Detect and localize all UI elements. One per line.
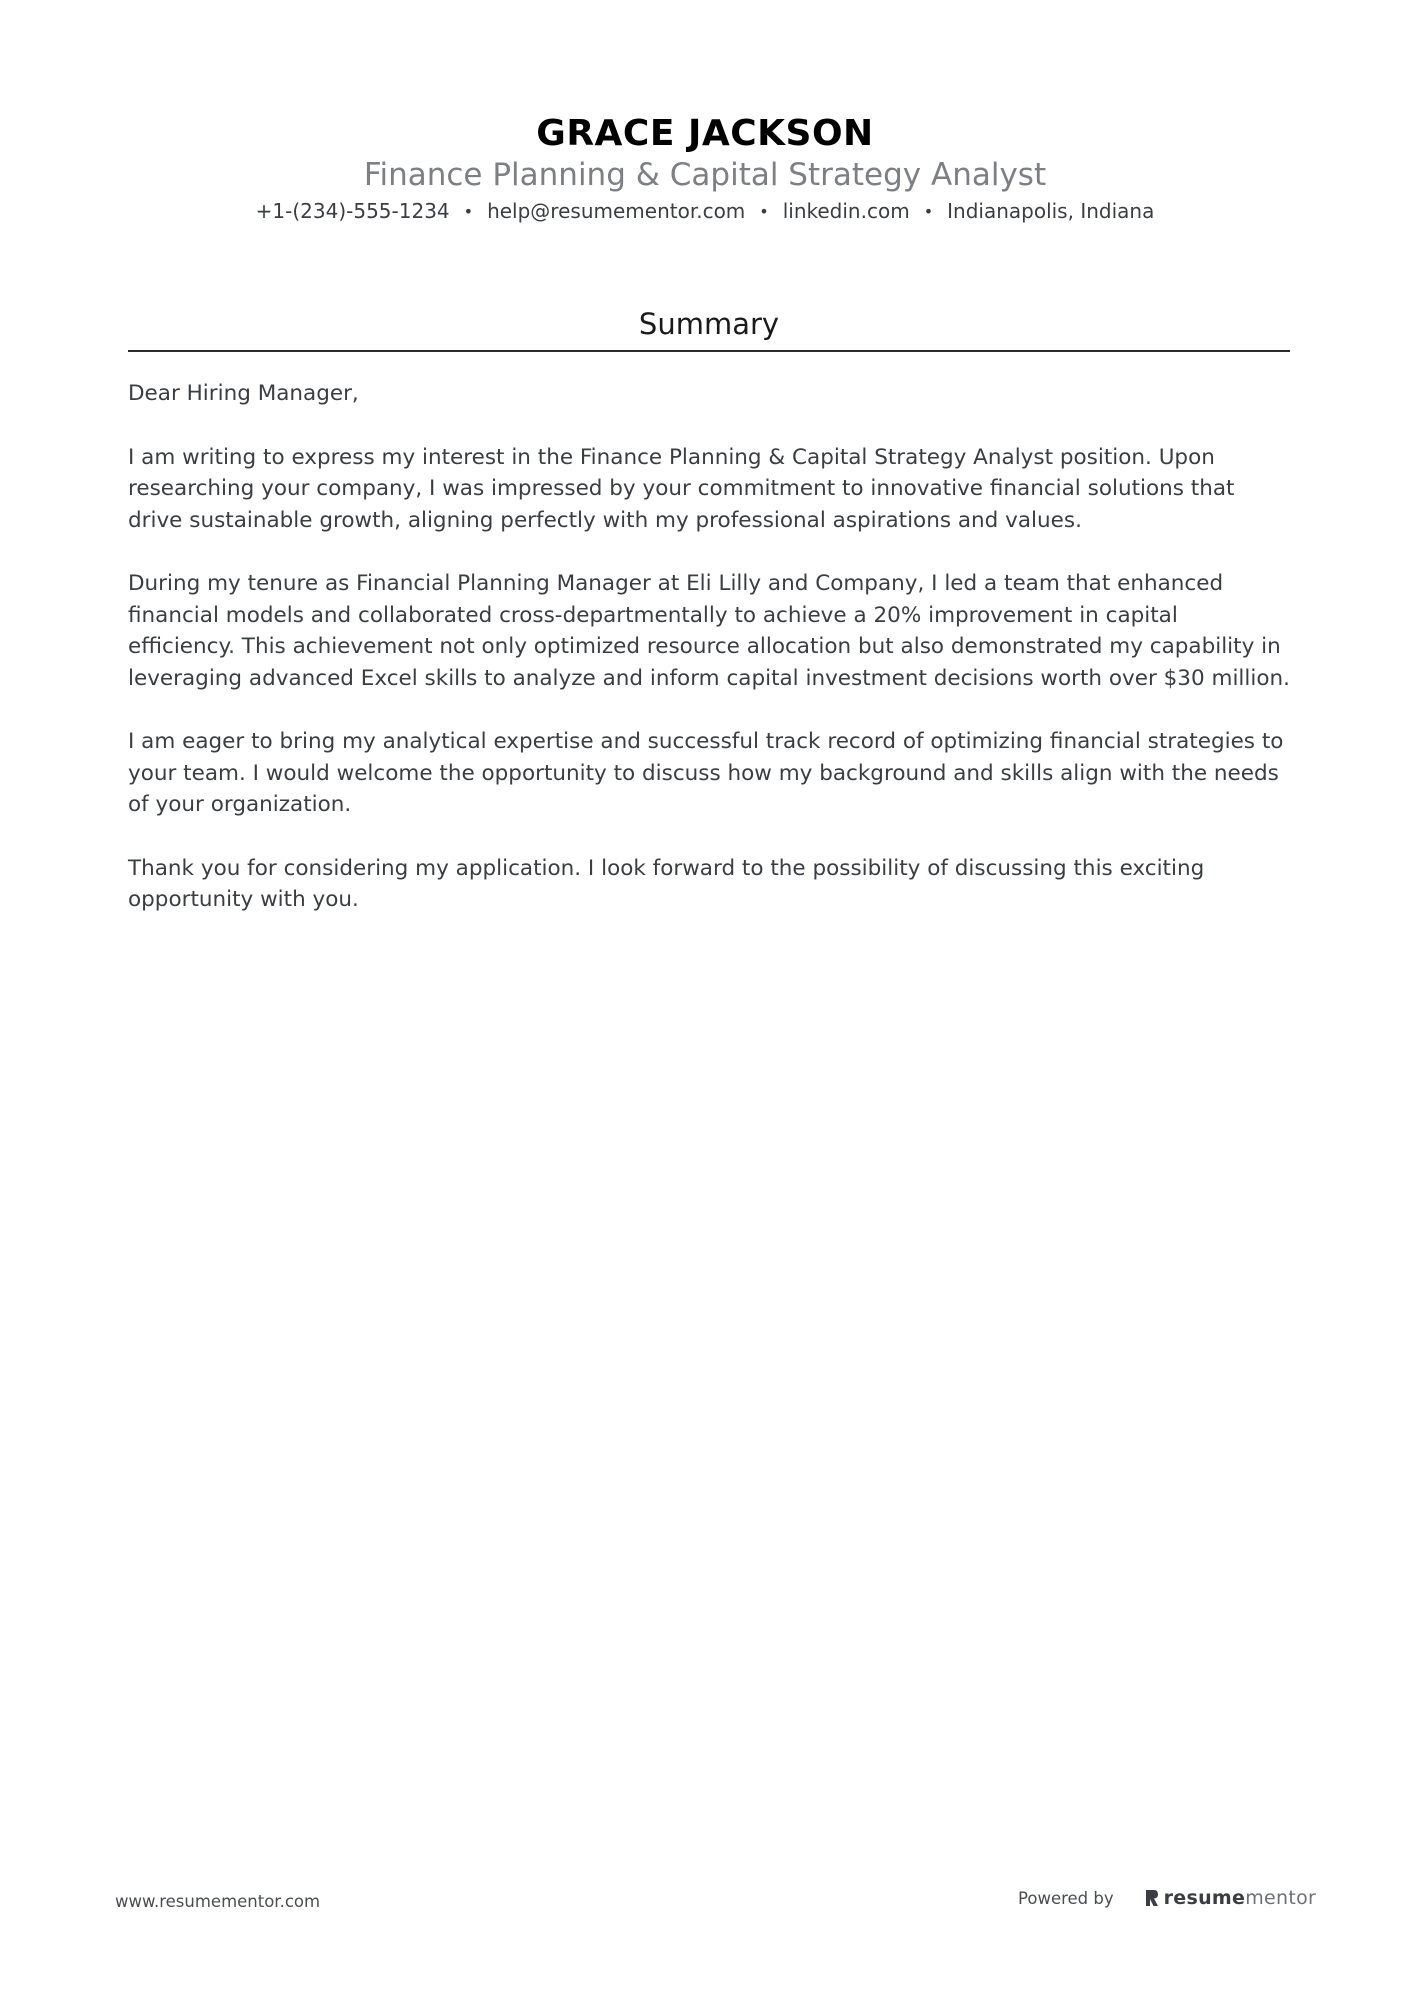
contact-line — [0, 198, 1410, 225]
header — [0, 112, 1410, 225]
contact-linkedin: linkedin.com — [782, 199, 910, 223]
contact-phone: +1-(234)-555-1234 — [255, 199, 450, 223]
salutation: Dear Hiring Manager, — [128, 381, 359, 406]
brand-name-part1: resume — [1163, 1887, 1246, 1909]
footer-branding — [1018, 1887, 1316, 1909]
bullet-separator: • — [463, 202, 474, 221]
brand-name-part2: mentor — [1245, 1887, 1317, 1909]
body-paragraph: During my tenure as Financial Planning Manager at Eli Lilly and Company, I led a team that enhanced financial models and collaborated cross-departmentally to achieve a 20% improvement in capital efficiency. This achievement not only optimized resource allocation but also demonstrated my capability in leveraging advanced Excel skills to analyze and inform capital investment decisions worth over $30 million. — [128, 571, 1290, 691]
brand-logo[interactable] — [1144, 1887, 1317, 1909]
contact-email: help@resumementor.com — [487, 199, 746, 223]
footer-website-link[interactable]: www.resumementor.com — [115, 1892, 321, 1911]
body-paragraph: I am writing to express my interest in the Finance Planning & Capital Strategy Analyst position. Upon researching your company, I was impressed by your commitment to innovative financial solutions that drive sustainable growth, aligning perfectly with my professional aspirations and values. — [128, 444, 1235, 533]
summary-heading: Summary — [638, 307, 780, 341]
body-paragraph: I am eager to bring my analytical expertise and successful track record of optimizing financial strategies to your team. I would welcome the opportunity to discuss how my background and skills align with the needs of your organization. — [128, 729, 1284, 817]
bullet-separator: • — [759, 202, 769, 221]
closing-paragraph: Thank you for considering my application. I look forward to the possibility of discussing this exciting opportunity with you. — [128, 855, 1205, 912]
bullet-separator: • — [923, 202, 934, 221]
resumementor-logo-icon — [1144, 1888, 1160, 1908]
job-title: Finance Planning & Capital Strategy Analyst — [363, 157, 1047, 193]
letter-body — [128, 378, 1290, 948]
powered-by-label: Powered by — [1018, 1888, 1114, 1908]
section-divider — [128, 350, 1290, 352]
applicant-name: GRACE JACKSON — [536, 113, 874, 154]
contact-location: Indianapolis, Indiana — [947, 199, 1155, 223]
